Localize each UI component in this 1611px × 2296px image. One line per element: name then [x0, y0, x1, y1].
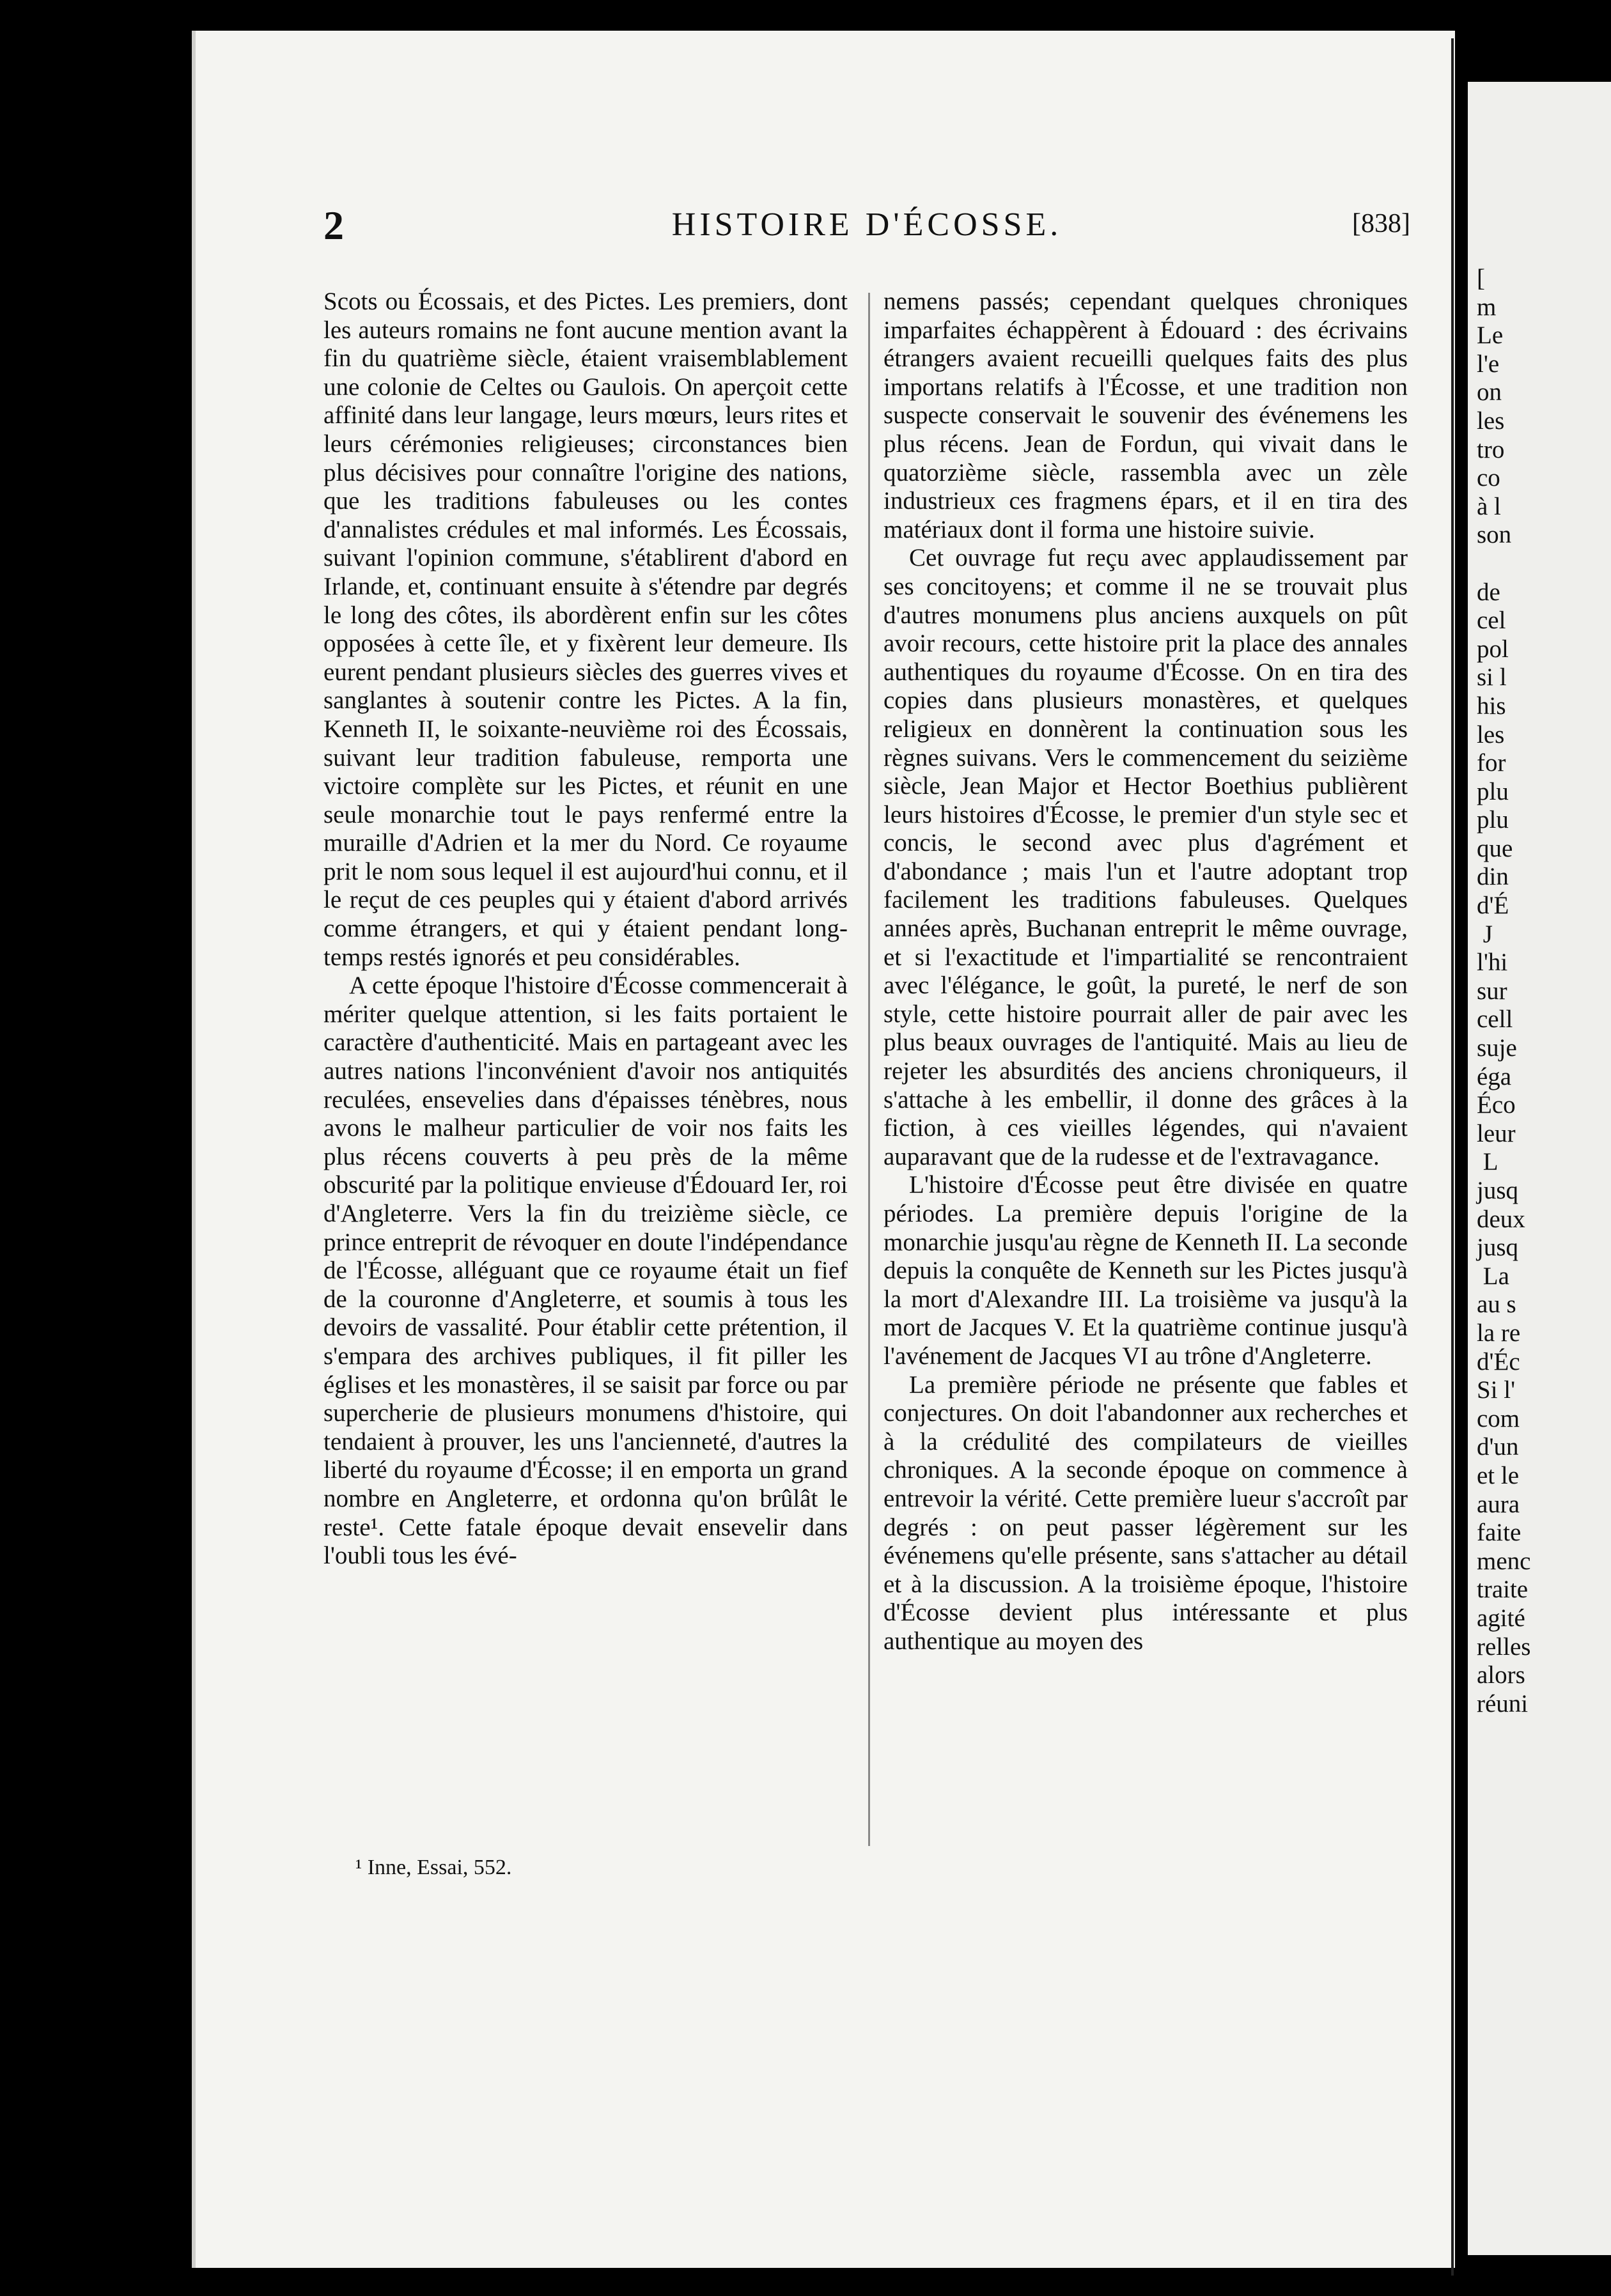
footnote: ¹ Inne, Essai, 552. — [355, 1856, 512, 1879]
next-page-text: [ m Le l'e on les tro co à l son de cel pol si l his les for plu plu que din d'É J l'hi sur cell suje éga Éco leur L jusq deux jusq La au s la re d'Éc Si l' com d'un et le aura faite menc traite agité relles alors réuni — [1477, 265, 1531, 1718]
next-page-edge — [1468, 82, 1611, 2255]
paragraph: La première période ne présente que fables et conjectures. On doit l'abandonner aux recherches et à la crédulité des compilateurs de vieilles chroniques. A la seconde époque on commence à entrevoir la vérité. Cette première lueur s'accroît par degrés : on peut passer légèrement sur les événemens qu'elle présente, sans s'attacher au détail et à la discussion. A la troisième époque, l'histoire d'Écosse devient plus intéressante et plus authentique au moyen des — [883, 1370, 1408, 1655]
running-title: HISTOIRE D'ÉCOSSE. — [671, 206, 1062, 243]
page-number: 2 — [323, 203, 344, 248]
right-column — [883, 288, 1408, 1847]
paragraph: L'histoire d'Écosse peut être divisée en quatre périodes. La première depuis l'origine de la monarchie jusqu'au règne de Kenneth II. La seconde depuis la conquête de Kenneth sur les Pictes jusqu'à la mort d'Alexandre III. La troisième va jusqu'à la mort de Jacques V. Et la quatrième continue jusqu'à l'avénement de Jacques VI au trône d'Angleterre. — [883, 1171, 1408, 1370]
page-gutter — [1451, 38, 1454, 2276]
paragraph: Scots ou Écossais, et des Pictes. Les premiers, dont les auteurs romains ne font aucune mention avant la fin du quatrième siècle, étaient vraisemblablement une colonie de Celtes ou Gaulois. On aperçoit cette affinité dans leur langage, leurs mœurs, leurs rites et leurs cérémonies religieuses; circonstances bien plus décisives pour connaître l'origine des nations, que les traditions fabuleuses ou les contes d'annalistes crédules et mal informés. Les Écossais, suivant l'opinion commune, s'établirent d'abord en Irlande, et, continuant ensuite à s'étendre par degrés le long des côtes, ils abordèrent enfin sur les côtes opposées à cette île, et y fixèrent leur demeure. Ils eurent pendant plusieurs siècles des guerres vives et sanglantes à soutenir contre les Pictes. A la fin, Kenneth II, le soixante-neuvième roi des Écossais, suivant leur tradition fabuleuse, remporta une victoire complète sur les Pictes, et réunit en une seule monarchie tout le pays renfermé entre la muraille d'Adrien et la mer du Nord. Ce royaume prit le nom sous lequel il est aujourd'hui connu, et il le reçut de ces peuples qui y étaient d'abord arrivés comme étrangers, et qui y étaient pendant long-temps restés ignorés et peu considérables. — [323, 288, 848, 971]
left-column — [323, 288, 848, 1847]
paragraph: Cet ouvrage fut reçu avec applaudissement par ses concitoyens; et comme il ne se trouvait plus d'autres monumens plus anciens auxquels on pût avoir recours, cette histoire prit la place des annales authentiques du royaume d'Écosse. On en tira des copies dans plusieurs monastères, et quelques religieux en donnèrent la continuation sous les règnes suivans. Vers le commencement du seizième siècle, Jean Major et Hector Boethius publièrent leurs histoires d'Écosse, le premier d'un style sec et concis, le second avec plus d'agrément et d'abondance ; mais l'un et l'autre adoptant trop facilement les traditions fabuleuses. Quelques années après, Buchanan entreprit le même ouvrage, et si l'exactitude et l'impartialité se rencontraient avec l'élégance, le goût, la pureté, le nerf de son style, cette histoire pourrait aller de pair avec les plus beaux ouvrages de l'antiquité. Mais au lieu de rejeter les absurdités des anciens chroniqueurs, il s'attache à les embellir, il donne des grâces à la fiction, à ces vieilles légendes, qui n'avaient auparavant que de la rudesse et de l'extravagance. — [883, 544, 1408, 1170]
paragraph: A cette époque l'histoire d'Écosse commencerait à mériter quelque attention, si les faits portaient le caractère d'authenticité. Mais en partageant avec les autres nations l'inconvénient d'avoir nos antiquités reculées, ensevelies dans d'épaisses ténèbres, nous avons le malheur particulier de voir nos faits les plus récens couverts à peu près de la même obscurité par la politique envieuse d'Édouard Ier, roi d'Angleterre. Vers la fin du treizième siècle, ce prince entreprit de révoquer en doute l'indépendance de l'Écosse, alléguant que ce royaume était un fief de la couronne d'Angleterre, et soumis à tous les devoirs de vassalité. Pour établir cette prétention, il s'empara des archives publiques, il fit piller les églises et les monastères, il se saisit par force ou par supercherie de plusieurs monumens d'histoire, qui tendaient à prouver, les uns l'ancienneté, d'autres la liberté du royaume d'Écosse; il en emporta un grand nombre en Angleterre, et ordonna qu'on brûlât le reste¹. Cette fatale époque devait ensevelir dans l'oubli tous les évé- — [323, 972, 848, 1570]
column-divider — [868, 293, 870, 1846]
paragraph: nemens passés; cependant quelques chroniques imparfaites échappèrent à Édouard : des écrivains étrangers avaient recueilli quelques faits des plus importans relatifs à l'Écosse, et une tradition non suspecte conservait le souvenir des événemens les plus récens. Jean de Fordun, qui vivait dans le quatorzième siècle, rassembla avec un zèle industrieux ces fragmens épars, et il en tira des matériaux dont il forma une histoire suivie. — [883, 288, 1408, 543]
page-header — [323, 202, 1410, 253]
scanned-page — [192, 31, 1455, 2268]
year-marker: [838] — [1352, 209, 1410, 238]
